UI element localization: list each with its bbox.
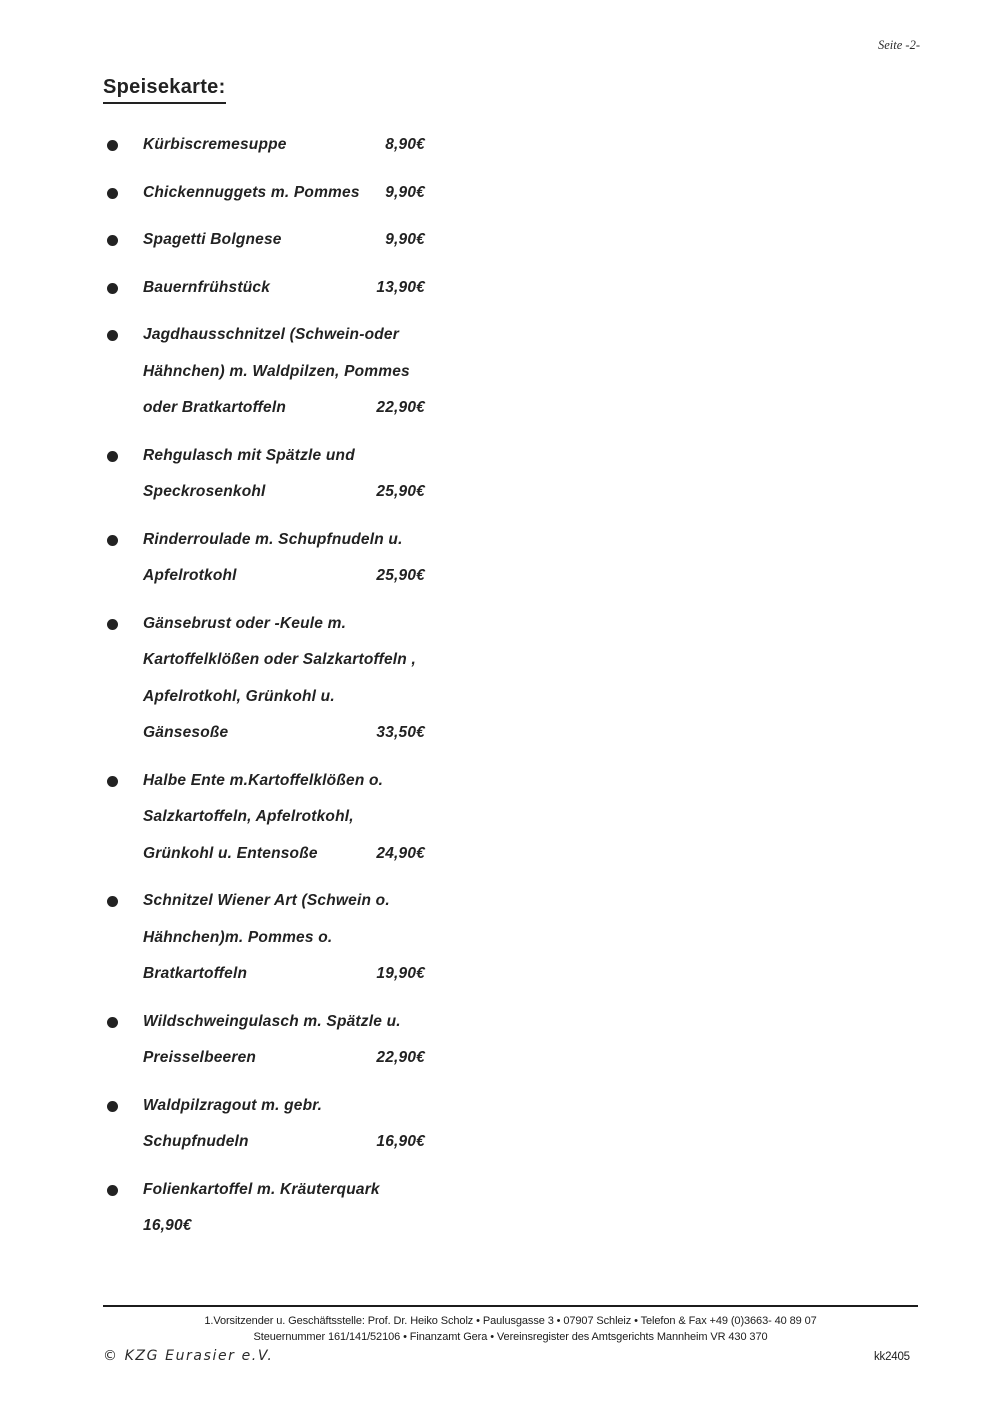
menu-item-text: Rinderroulade m. Schupfnudeln u. <box>143 530 403 548</box>
bullet-icon <box>107 451 118 462</box>
menu-item <box>143 1172 425 1245</box>
menu-item <box>143 883 425 993</box>
menu-item <box>143 222 425 259</box>
menu-item-line <box>143 317 425 354</box>
menu-item-line <box>143 270 425 307</box>
menu-item-line <box>143 1172 425 1209</box>
menu-item-price: 13,90€ <box>376 278 425 296</box>
menu-item <box>143 606 425 752</box>
footer-registry-line: Steuernummer 161/141/52106 • Finanzamt Gera • Vereinsregister des Amtsgerichts Mannheim VR 430 370 <box>253 1331 768 1343</box>
bullet-icon <box>107 1101 118 1112</box>
menu-item-text: Chickennuggets m. Pommes <box>143 183 360 201</box>
menu-item-text: Apfelrotkohl, Grünkohl u. <box>143 687 335 705</box>
page-number: Seite -2- <box>878 38 920 52</box>
menu-item-text: Salzkartoffeln, Apfelrotkohl, <box>143 808 354 825</box>
menu-item <box>143 522 425 595</box>
menu-item-text: Folienkartoffel m. Kräuterquark <box>143 1180 380 1198</box>
menu-item-price: 22,90€ <box>376 399 425 416</box>
menu-item <box>143 270 425 307</box>
bullet-icon <box>107 619 118 630</box>
menu-item-text: Kürbiscremesuppe <box>143 136 287 153</box>
copyright-text: © KZG Eurasier e.V. <box>103 1348 274 1364</box>
menu-item-line <box>143 679 425 716</box>
menu-item-text: Spagetti Bolgnese <box>143 231 282 248</box>
menu-item-price: 33,50€ <box>376 724 425 741</box>
menu-item-text: Jagdhausschnitzel (Schwein-oder <box>143 326 399 343</box>
bullet-icon <box>107 140 118 151</box>
menu-item-price: 8,90€ <box>385 136 425 153</box>
menu-item-price: 25,90€ <box>376 483 425 500</box>
menu-item-text: Hähnchen) m. Waldpilzen, Pommes <box>143 362 410 380</box>
menu-item-line <box>143 222 425 259</box>
menu-item-line <box>143 799 425 836</box>
menu-item-text: Schnitzel Wiener Art (Schwein o. <box>143 892 390 909</box>
menu-item <box>143 1004 425 1077</box>
menu-item-line <box>143 558 425 595</box>
bullet-icon <box>107 283 118 294</box>
menu-item-line <box>143 642 425 679</box>
menu-item-line <box>143 1088 425 1125</box>
menu-item-text: 16,90€ <box>143 1217 192 1234</box>
menu-item-text: oder Bratkartoffeln <box>143 399 287 416</box>
menu-item-text: Rehgulasch mit Spätzle und <box>143 446 355 464</box>
menu-item-line <box>143 1040 425 1077</box>
menu-item-line <box>143 763 425 800</box>
document-code: kk2405 <box>874 1351 910 1363</box>
menu-item-text: Halbe Ente m.Kartoffelklößen o. <box>143 771 384 789</box>
menu-item-line <box>143 1124 425 1161</box>
menu-item <box>143 763 425 873</box>
menu-item-line <box>143 438 425 475</box>
menu-item-price: 9,90€ <box>385 183 425 201</box>
bullet-icon <box>107 535 118 546</box>
menu-item-text: Preisselbeeren <box>143 1049 257 1066</box>
bullet-icon <box>107 896 118 907</box>
menu-item-line <box>143 883 425 920</box>
menu-item-text: Kartoffelklößen oder Salzkartoffeln , <box>143 651 416 668</box>
footer-divider <box>103 1305 918 1307</box>
menu-item <box>143 127 425 164</box>
menu-item <box>143 1088 425 1161</box>
menu-item-price: 19,90€ <box>376 965 425 982</box>
menu-item-line <box>143 715 425 752</box>
bullet-icon <box>107 1185 118 1196</box>
menu-item-price: 24,90€ <box>376 844 425 862</box>
bullet-icon <box>107 235 118 246</box>
menu-item-line <box>143 354 425 391</box>
menu-item-line <box>143 836 425 873</box>
menu-item-line <box>143 390 425 427</box>
menu-item-text: Schupfnudeln <box>143 1133 249 1150</box>
menu-item-text: Waldpilzragout m. gebr. <box>143 1096 323 1114</box>
menu-item-text: Grünkohl u. Entensoße <box>143 844 318 862</box>
menu-item-line <box>143 956 425 993</box>
menu-item-line <box>143 606 425 643</box>
menu-item-price: 16,90€ <box>376 1133 425 1150</box>
menu-item-line <box>143 175 425 212</box>
bullet-icon <box>107 330 118 341</box>
menu-item-line <box>143 474 425 511</box>
bullet-icon <box>107 776 118 787</box>
menu-item-text: Gänsebrust oder -Keule m. <box>143 614 347 632</box>
menu-item-text: Bratkartoffeln <box>143 965 248 982</box>
menu-item-price: 25,90€ <box>376 567 425 584</box>
menu-item-text: Bauernfrühstück <box>143 278 271 296</box>
menu-item-line <box>143 1004 425 1041</box>
menu-item <box>143 175 425 212</box>
menu-item-text: Gänsesoße <box>143 724 229 741</box>
menu-item-price: 9,90€ <box>385 231 425 248</box>
page-title: Speisekarte: <box>103 76 226 104</box>
menu-item-line <box>143 920 425 957</box>
bullet-icon <box>107 1017 118 1028</box>
menu-item-text: Hähnchen)m. Pommes o. <box>143 928 333 946</box>
menu-item-line <box>143 522 425 559</box>
menu-item-line <box>143 127 425 164</box>
menu-item <box>143 438 425 511</box>
footer-contact-block <box>103 1313 918 1345</box>
menu-item-line <box>143 1208 425 1245</box>
menu-item <box>143 317 425 427</box>
menu-item-text: Speckrosenkohl <box>143 483 266 500</box>
footer-contact-line: 1.Vorsitzender u. Geschäftsstelle: Prof. Dr. Heiko Scholz • Paulusgasse 3 • 07907 Schleiz • Telefon & Fax +49 (0)3663- 40 89 07 <box>204 1315 817 1327</box>
bullet-icon <box>107 188 118 199</box>
menu-list <box>143 127 425 1256</box>
menu-item-text: Wildschweingulasch m. Spätzle u. <box>143 1012 401 1030</box>
menu-item-text: Apfelrotkohl <box>143 567 237 584</box>
menu-item-price: 22,90€ <box>376 1049 425 1066</box>
